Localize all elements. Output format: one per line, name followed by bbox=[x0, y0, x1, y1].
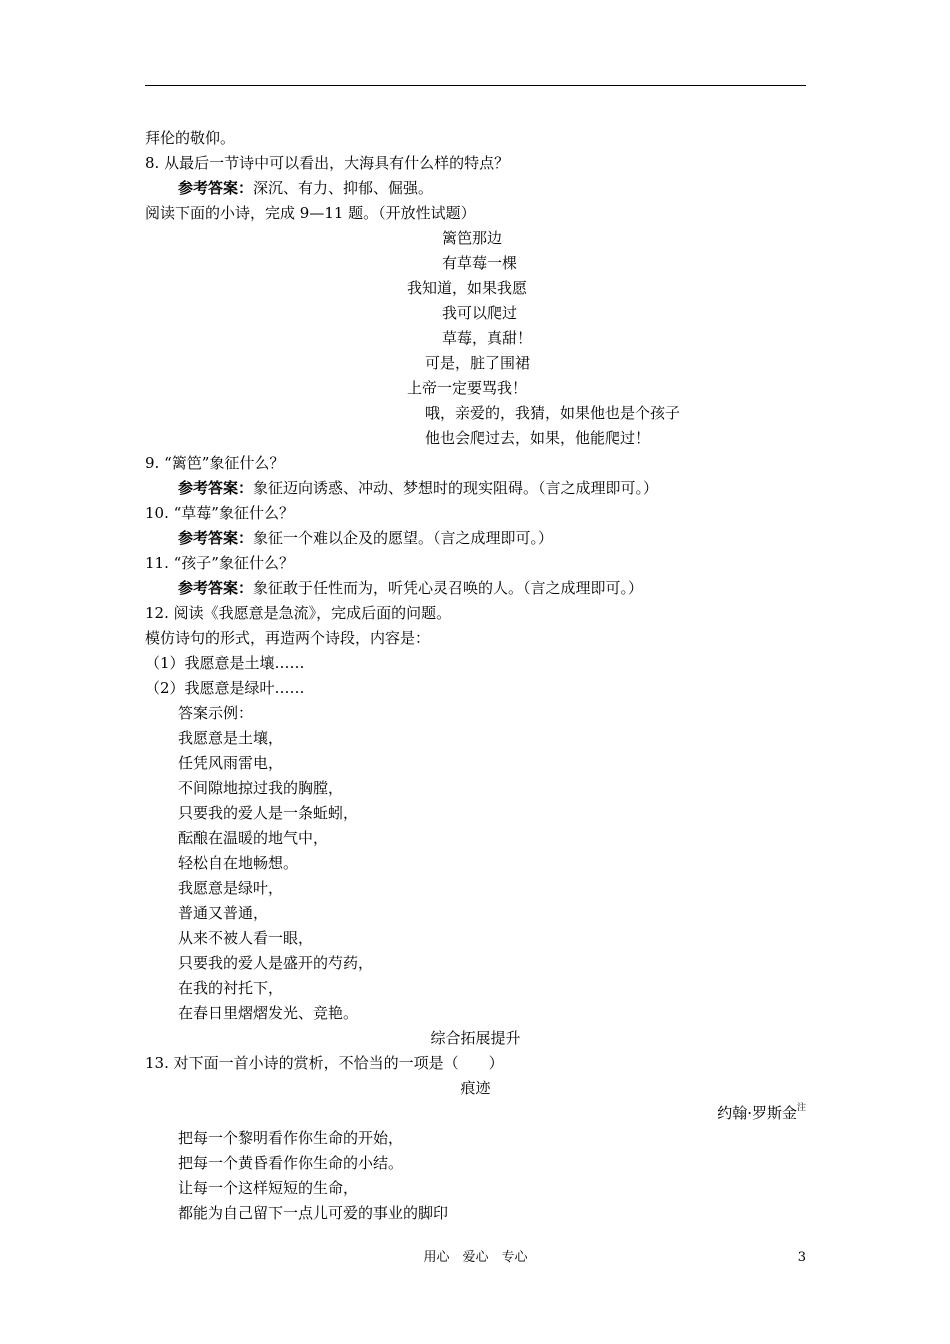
poem-line: 可是，脏了围裙 bbox=[425, 354, 531, 372]
poem-line: 让每一个这样短短的生命， bbox=[178, 1179, 359, 1197]
question-11: 11. “孩子”象征什么？ bbox=[145, 554, 294, 572]
answer-8 bbox=[145, 176, 806, 201]
sample-line: 不间隙地掠过我的胸膛， bbox=[178, 779, 344, 797]
answer-label: 参考答案： bbox=[178, 179, 254, 197]
sample-line: 在我的衬托下， bbox=[178, 979, 284, 997]
answer-11 bbox=[145, 576, 806, 601]
sample-line: 任凭风雨雷电， bbox=[178, 754, 284, 772]
poem-line: 有草莓一棵 bbox=[442, 254, 518, 272]
poem-line: 我可以爬过 bbox=[442, 304, 518, 322]
poem-line: 他也会爬过去，如果，他能爬过！ bbox=[425, 429, 651, 447]
sample-line: 我愿意是土壤， bbox=[178, 729, 284, 747]
sample-line: 轻松自在地畅想。 bbox=[178, 854, 299, 872]
answer-label: 参考答案： bbox=[178, 529, 254, 547]
question-12-item-2: （2）我愿意是绿叶…… bbox=[145, 679, 305, 697]
question-13: 13. 对下面一首小诗的赏析，不恰当的一项是（ ） bbox=[145, 1054, 504, 1072]
answer-label: 参考答案： bbox=[178, 579, 254, 597]
answer-text: 象征一个难以企及的愿望。（言之成理即可。） bbox=[253, 529, 554, 547]
answer-text: 象征迈向诱惑、冲动、梦想时的现实阻碍。（言之成理即可。） bbox=[253, 479, 659, 497]
text-line: 拜伦的敬仰。 bbox=[145, 129, 236, 147]
poem-line: 篱笆那边 bbox=[442, 229, 503, 247]
answer-label: 参考答案： bbox=[178, 479, 254, 497]
sample-line: 从来不被人看一眼， bbox=[178, 929, 314, 947]
question-9: 9. “篱笆”象征什么？ bbox=[145, 454, 285, 472]
poem-line: 都能为自己留下一点儿可爱的事业的脚印 bbox=[178, 1204, 449, 1222]
answer-10 bbox=[145, 526, 806, 551]
question-12: 12. 阅读《我愿意是急流》，完成后面的问题。 bbox=[145, 604, 452, 622]
footer-motto: 用心 爱心 专心 bbox=[423, 1250, 528, 1265]
poem-intro: 阅读下面的小诗，完成 9—11 题。（开放性试题） bbox=[145, 204, 476, 222]
answer-text: 象征敢于任性而为，听凭心灵召唤的人。（言之成理即可。） bbox=[253, 579, 644, 597]
question-10: 10. “草莓”象征什么？ bbox=[145, 504, 294, 522]
section-heading: 综合拓展提升 bbox=[430, 1029, 521, 1047]
sample-line: 只要我的爱人是一条蚯蚓， bbox=[178, 804, 359, 822]
page-content bbox=[145, 126, 806, 1226]
sample-line: 只要我的爱人是盛开的芍药， bbox=[178, 954, 374, 972]
sample-line: 普通又普通， bbox=[178, 904, 269, 922]
sample-answer-label: 答案示例： bbox=[178, 704, 254, 722]
question-8: 8. 从最后一节诗中可以看出，大海具有什么样的特点？ bbox=[145, 154, 510, 172]
sample-line: 在春日里熠熠发光、竞艳。 bbox=[178, 1004, 359, 1022]
poem-author bbox=[145, 1101, 806, 1126]
poem-line: 把每一个黄昏看作你生命的小结。 bbox=[178, 1154, 404, 1172]
poem-line: 哦，亲爱的，我猜，如果他也是个孩子 bbox=[425, 404, 681, 422]
sample-line: 我愿意是绿叶， bbox=[178, 879, 284, 897]
sample-line: 酝酿在温暖的地气中， bbox=[178, 829, 329, 847]
poem-line: 草莓，真甜！ bbox=[442, 329, 533, 347]
author-name: 约翰·罗斯金 bbox=[717, 1104, 797, 1122]
page-number: 3 bbox=[797, 1250, 806, 1265]
poem-line: 我知道，如果我愿 bbox=[407, 279, 528, 297]
header-rule bbox=[145, 85, 806, 86]
question-12-instruction: 模仿诗句的形式，再造两个诗段，内容是： bbox=[145, 629, 431, 647]
question-12-item-1: （1）我愿意是土壤…… bbox=[145, 654, 305, 672]
answer-text: 深沉、有力、抑郁、倔强。 bbox=[253, 179, 434, 197]
poem-line: 把每一个黎明看作你生命的开始， bbox=[178, 1129, 404, 1147]
footnote-mark: 注 bbox=[796, 1103, 806, 1113]
poem-line: 上帝一定要骂我！ bbox=[407, 379, 528, 397]
page-footer bbox=[145, 1248, 806, 1268]
poem-title: 痕迹 bbox=[460, 1079, 491, 1097]
answer-9 bbox=[145, 476, 806, 501]
